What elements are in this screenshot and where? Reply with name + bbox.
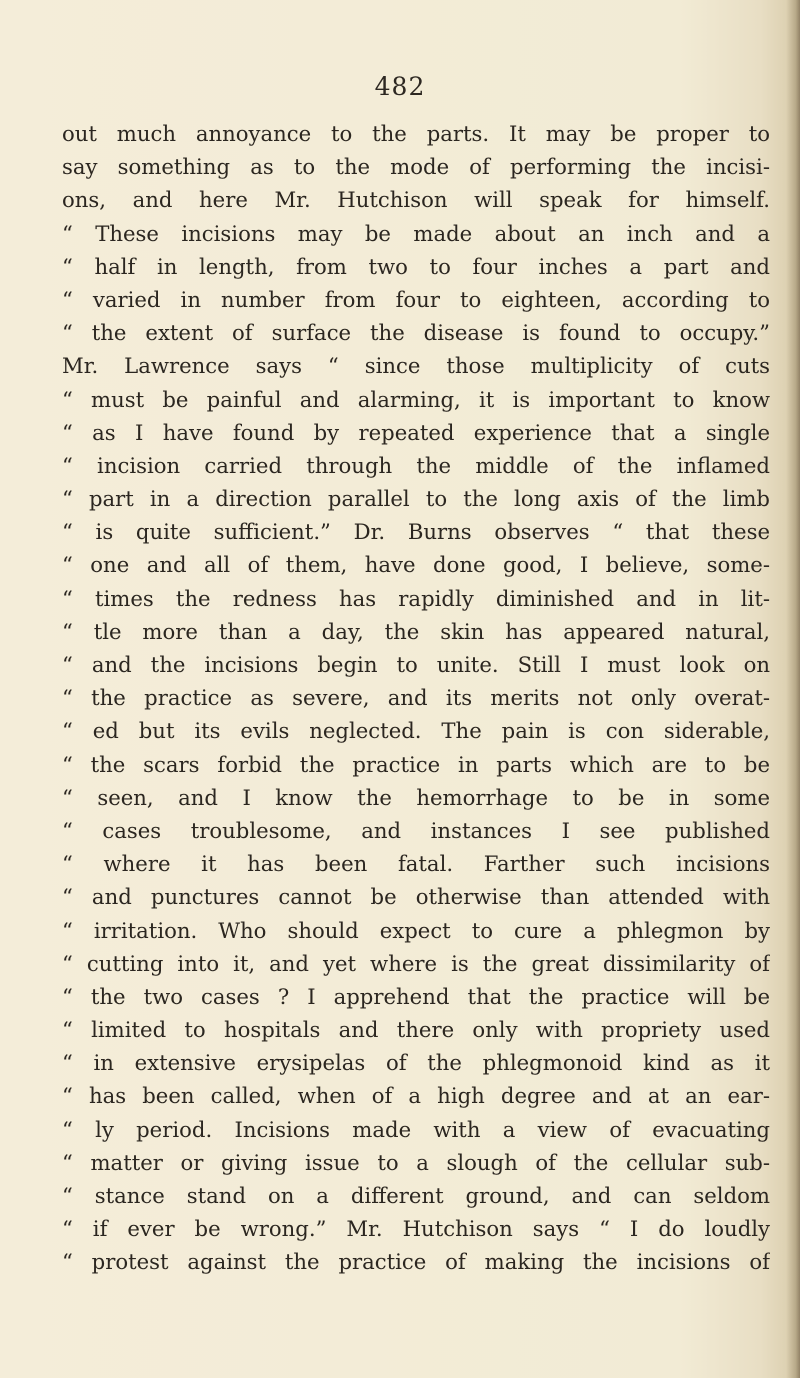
text-line: “ the extent of surface the disease is found to occupy.” [62, 320, 770, 346]
text-line: “ the scars forbid the practice in parts which are to be [62, 751, 770, 777]
text-line: “ if ever be wrong.” Mr. Hutchison says “ I do loudly [62, 1216, 770, 1242]
text-line: “ times the redness has rapidly diminished and in lit- [62, 585, 770, 611]
text-line: “ in extensive erysipelas of the phlegmonoid kind as it [62, 1050, 770, 1076]
page-edge-shadow [786, 0, 800, 1378]
text-line: “ has been called, when of a high degree and at an ear- [62, 1083, 770, 1109]
text-line: “ ly period. Incisions made with a view of evacuating [62, 1116, 770, 1142]
text-line: “ the two cases ? I apprehend that the practice will be [62, 983, 770, 1009]
text-line: “ tle more than a day, the skin has appeared natural, [62, 618, 770, 644]
text-line: “ varied in number from four to eighteen, according to [62, 286, 770, 312]
text-line: “ cutting into it, and yet where is the great dissimilarity of [62, 950, 770, 976]
text-line: “ incision carried through the middle of the inflamed [62, 452, 770, 478]
text-line: “ protest against the practice of making the incisions of [62, 1249, 770, 1275]
text-line: Mr. Lawrence says “ since those multiplicity of cuts [62, 353, 770, 379]
text-line: “ must be painful and alarming, it is important to know [62, 386, 770, 412]
text-line: “ These incisions may be made about an inch and a [62, 220, 770, 246]
text-line: “ matter or giving issue to a slough of the cellular sub- [62, 1149, 770, 1175]
text-line: “ cases troublesome, and instances I see published [62, 817, 770, 843]
text-line: “ limited to hospitals and there only with propriety used [62, 1017, 770, 1043]
page-number: 482 [374, 72, 426, 101]
text-line: “ as I have found by repeated experience that a single [62, 419, 770, 445]
text-line: “ and the incisions begin to unite. Still I must look on [62, 652, 770, 677]
text-line: “ is quite sufficient.” Dr. Burns observes “ that these [62, 519, 770, 545]
text-line: “ and punctures cannot be otherwise than attended with [62, 884, 770, 910]
text-line: say something as to the mode of performing the incisi- [62, 154, 770, 180]
text-line: “ ed but its evils neglected. The pain is con siderable, [62, 718, 770, 744]
text-line: “ where it has been fatal. Farther such incisions [62, 851, 770, 877]
text-line: “ half in length, from two to four inches a part and [62, 253, 770, 279]
text-line: “ part in a direction parallel to the long axis of the limb [62, 486, 770, 512]
text-line: “ stance stand on a different ground, and can seldom [62, 1183, 770, 1208]
text-line: “ one and all of them, have done good, I believe, some- [62, 552, 770, 578]
text-line: “ the practice as severe, and its merits not only overat- [62, 685, 770, 711]
text-line: ons, and here Mr. Hutchison will speak for himself. [62, 187, 770, 213]
text-line: “ seen, and I know the hemorrhage to be in some [62, 784, 770, 810]
text-line: out much annoyance to the parts. It may be proper to [62, 121, 770, 146]
body-text [62, 117, 770, 1279]
text-line: “ irritation. Who should expect to cure a phlegmon by [62, 917, 770, 943]
